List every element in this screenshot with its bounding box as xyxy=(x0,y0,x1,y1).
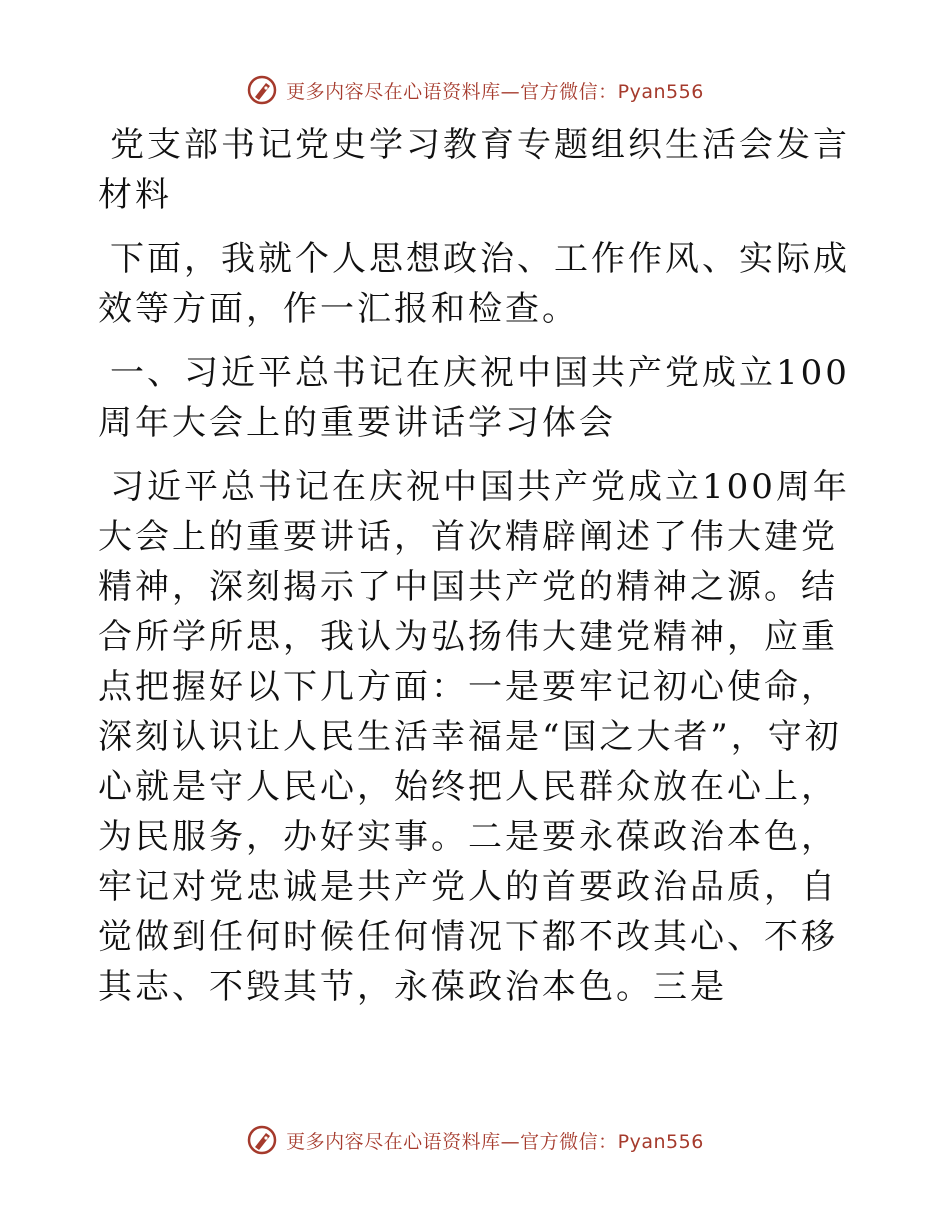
footer-watermark-text: 更多内容尽在心语资料库—官方微信：Pyan556 xyxy=(286,1130,704,1153)
section-1-heading: 一、习近平总书记在庆祝中国共产党成立100周年大会上的重要讲话学习体会 xyxy=(98,353,850,443)
intro-paragraph: 下面，我就个人思想政治、工作作风、实际成效等方面，作一汇报和检查。 xyxy=(98,239,850,329)
section-1-body: 习近平总书记在庆祝中国共产党成立100周年大会上的重要讲话，首次精辟阐述了伟大建党精神，深刻揭示了中国共产党的精神之源。结合所学所思，我认为弘扬伟大建党精神，应重点把握好以下几方面：一是要牢记初心使命，深刻认识让人民生活幸福是“国之大者”，守初心就是守人民心，始终把人民群众放在心上，为民服务，办好实事。二是要永葆政治本色，牢记对党忠诚是共产党人的首要政治品质，自觉做到任何时候任何情况下都不改其心、不移其志、不毁其节，永葆政治本色。三是 xyxy=(98,467,850,1007)
header-watermark-banner xyxy=(0,68,950,112)
pen-nib-logo-icon xyxy=(246,1124,278,1156)
document-body xyxy=(98,120,850,1012)
pen-nib-logo-icon xyxy=(246,74,278,106)
document-title: 党支部书记党史学习教育专题组织生活会发言材料 xyxy=(98,125,850,215)
header-watermark-text: 更多内容尽在心语资料库—官方微信：Pyan556 xyxy=(286,80,704,103)
footer-watermark-banner xyxy=(0,1118,950,1162)
